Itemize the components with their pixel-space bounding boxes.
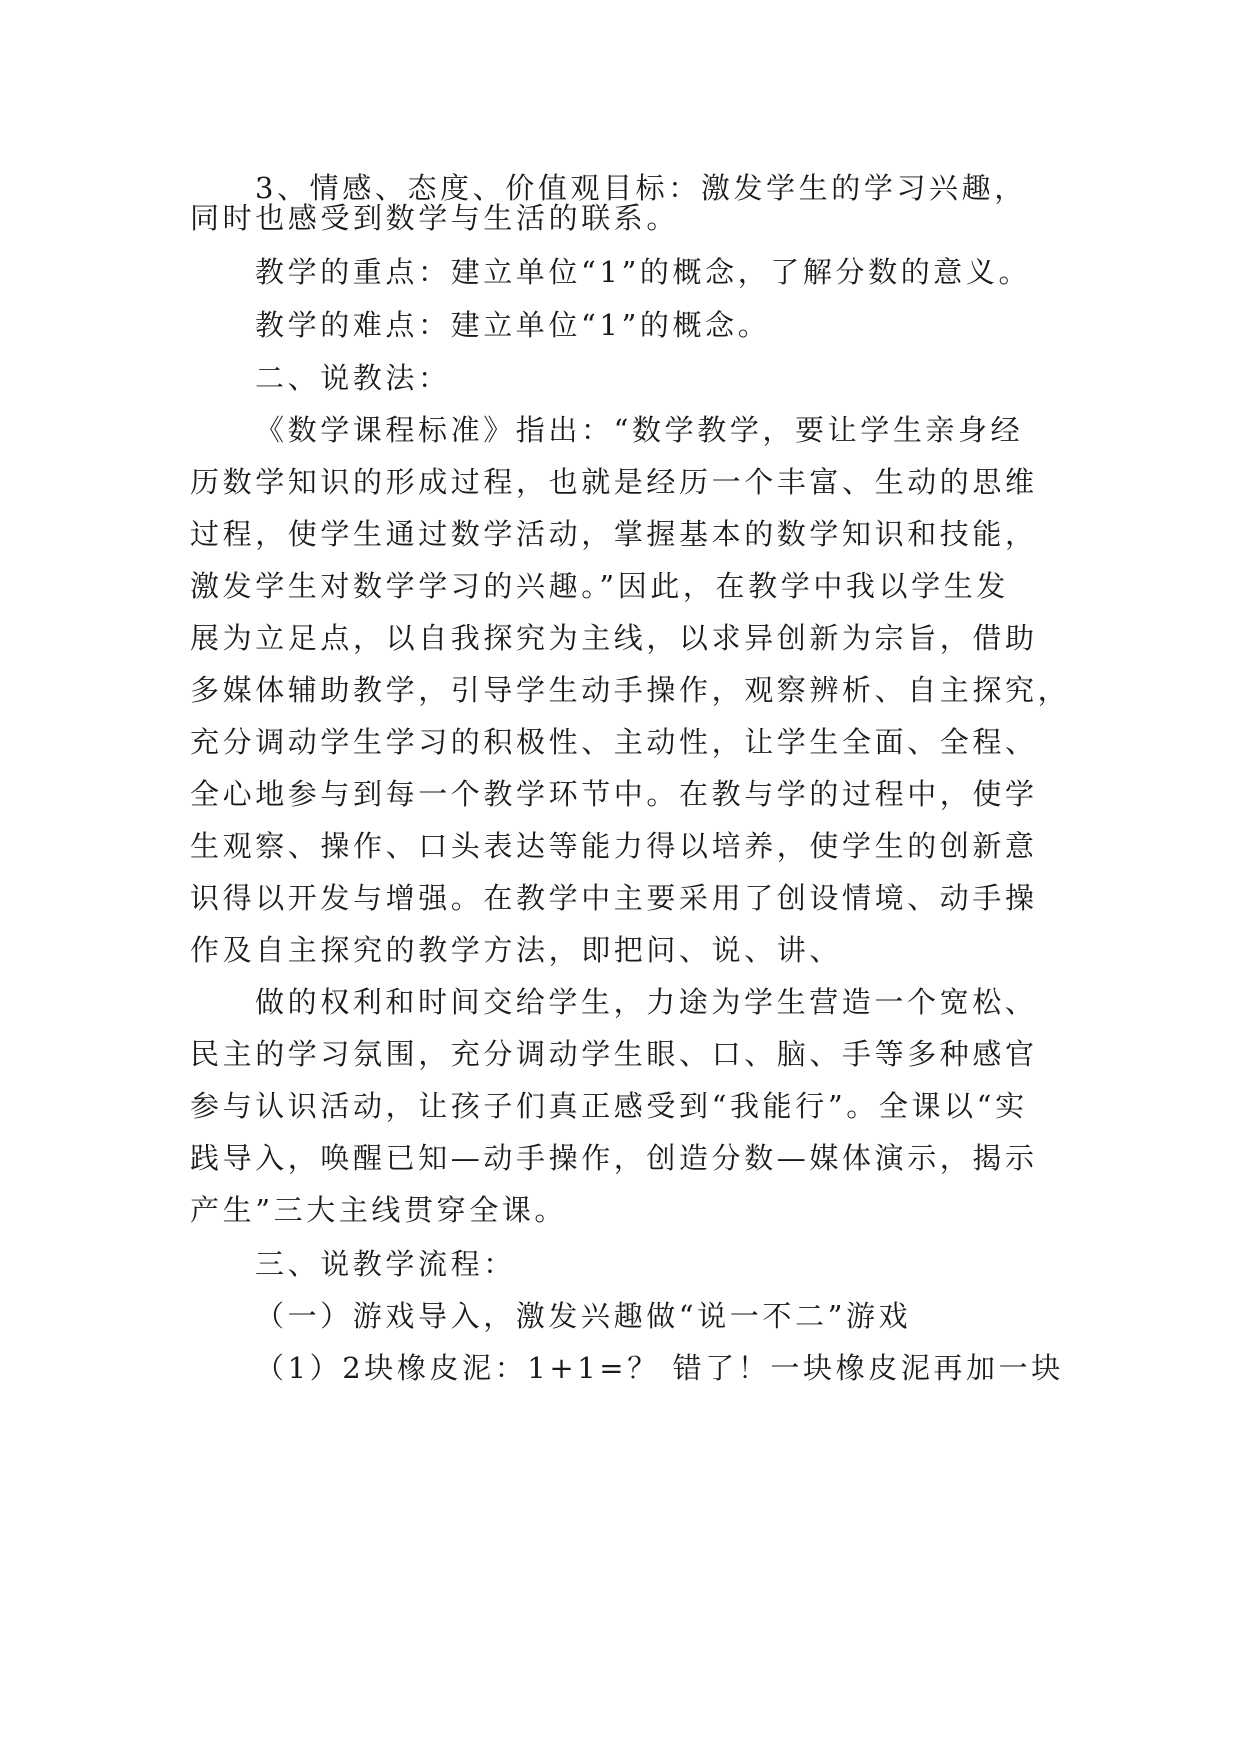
paragraph-line: 参与认识活动，让孩子们真正感受到“我能行”。全课以“实: [190, 1089, 1028, 1123]
paragraph-line: 民主的学习氛围，充分调动学生眼、口、脑、手等多种感官: [190, 1037, 1038, 1071]
paragraph-line: 教学的重点：建立单位“1”的概念，了解分数的意义。: [255, 255, 1032, 289]
paragraph-line: 教学的难点：建立单位“1”的概念。: [255, 308, 771, 342]
paragraph-line: 同时也感受到数学与生活的联系。: [190, 201, 680, 235]
paragraph-line: 激发学生对数学学习的兴趣。”因此，在教学中我以学生发: [190, 569, 1009, 603]
paragraph-line: 生观察、操作、口头表达等能力得以培养，使学生的创新意: [190, 829, 1038, 863]
paragraph-line: 过程，使学生通过数学活动，掌握基本的数学知识和技能，: [190, 517, 1038, 551]
paragraph-line: 践导入，唤醒已知—动手操作，创造分数—媒体演示，揭示: [190, 1141, 1038, 1175]
paragraph-line: （1）2块橡皮泥：1+1=？ 错了！一块橡皮泥再加一块: [255, 1351, 1064, 1385]
paragraph-line: 历数学知识的形成过程，也就是经历一个丰富、生动的思维: [190, 465, 1038, 499]
paragraph-line: 展为立足点，以自我探究为主线，以求异创新为宗旨，借助: [190, 621, 1038, 655]
paragraph-line: 识得以开发与增强。在教学中主要采用了创设情境、动手操: [190, 881, 1038, 915]
section-heading: 三、说教学流程：: [255, 1247, 516, 1281]
paragraph-line: 作及自主探究的教学方法，即把问、说、讲、: [190, 933, 843, 967]
subsection-heading: （一）游戏导入，激发兴趣做“说一不二”游戏: [255, 1299, 912, 1333]
paragraph-line: 全心地参与到每一个教学环节中。在教与学的过程中，使学: [190, 777, 1038, 811]
paragraph-line: 《数学课程标准》指出：“数学教学，要让学生亲身经: [255, 413, 1024, 447]
section-heading: 二、说教法：: [255, 361, 451, 395]
paragraph-line: 做的权利和时间交给学生，力途为学生营造一个宽松、: [255, 985, 1038, 1019]
paragraph-line: 3、情感、态度、价值观目标：激发学生的学习兴趣，: [255, 171, 1027, 205]
paragraph-line: 充分调动学生学习的积极性、主动性，让学生全面、全程、: [190, 725, 1038, 759]
paragraph-line: 产生”三大主线贯穿全课。: [190, 1193, 568, 1227]
paragraph-line: 多媒体辅助教学，引导学生动手操作，观察辨析、自主探究，: [190, 673, 1071, 707]
